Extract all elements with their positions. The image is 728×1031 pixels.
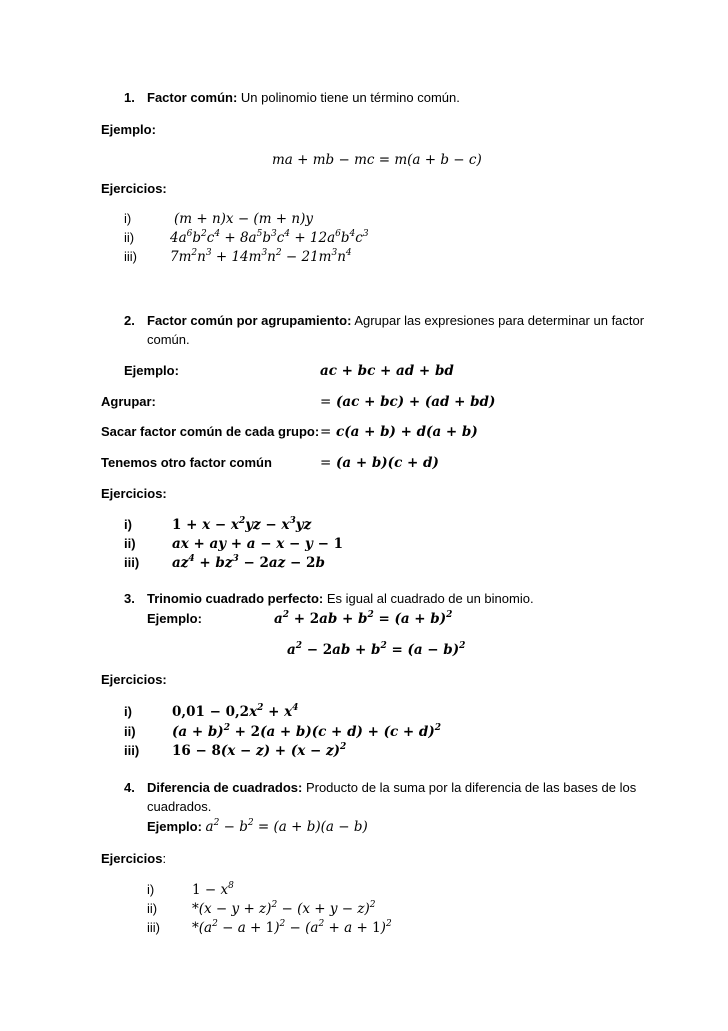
section-2-example: ac + bc + ad + bd [320, 363, 454, 379]
section-1-exercise-1: (m + n)x − (m + n)y [174, 211, 313, 227]
section-4-heading [147, 780, 636, 796]
section-3-heading [147, 591, 534, 607]
section-4-exercises-colon: : [162, 851, 167, 866]
section-4-exercise-2: $*(x - y + z)^2 - (x + y - z)^2$ [192, 900, 376, 917]
section-1-exercise-2: $4a^6b^2c^4 + 8a^5b^3c^4 + 12a^6b^4c^3$ [170, 229, 369, 246]
section-2-exercise-1-number: i) [124, 517, 132, 532]
section-4-exercises-label-row [101, 851, 166, 867]
section-4-number: 4. [124, 780, 135, 795]
section-2-group-label: Agrupar: [101, 394, 156, 409]
section-3-example-label: Ejemplo: [147, 611, 202, 626]
section-2-exercises-label: Ejercicios: [101, 486, 167, 501]
section-3-example-1: $a^2 + 2ab + b^2 = (a + b)^2$ [274, 610, 453, 627]
section-4-exercises-label: Ejercicios [101, 851, 163, 866]
section-1-exercise-3: $7m^2n^3 + 14m^3n^2 - 21m^3n^4$ [170, 248, 352, 265]
section-1-example-label: Ejemplo: [101, 122, 156, 137]
section-1-exercise-3-number: iii) [124, 249, 137, 264]
section-3-exercise-3: $16 - 8(x - z) + (x - z)^2$ [172, 742, 347, 759]
section-1-exercise-2-number: ii) [124, 230, 135, 245]
section-2-group-expression: = (ac + bc) + (ad + bd) [320, 394, 496, 410]
section-4-example-label: Ejemplo: [147, 819, 202, 834]
section-4-title: Diferencia de cuadrados: [147, 780, 303, 795]
section-1-exercise-1-number: i) [124, 211, 132, 226]
section-2-common-factor-expression: = (a + b)(c + d) [320, 455, 439, 471]
section-2-title: Factor común por agrupamiento: [147, 313, 352, 328]
section-2-factor-groups-expression: = c(a + b) + d(a + b) [320, 424, 478, 440]
section-3-exercise-2: $(a + b)^2 + 2(a + b)(c + d) + (c + d)^2$ [172, 723, 442, 740]
section-4-example-row [147, 819, 368, 835]
section-4-example: $a^2 - b^2 = (a + b)(a - b)$ [205, 818, 368, 835]
section-2-heading [147, 313, 644, 329]
section-2-exercise-2-number: ii) [124, 536, 136, 551]
section-4-exercise-1-number: i) [147, 882, 155, 897]
section-2-description-line-2: común. [147, 332, 190, 347]
section-1-number: 1. [124, 90, 135, 105]
section-2-factor-groups-label: Sacar factor común de cada grupo: [101, 424, 320, 439]
section-4-description-line-1: Producto de la suma por la diferencia de las bases de los [305, 780, 637, 795]
section-1-example: ma + mb − mc = m(a + b − c) [272, 152, 482, 168]
section-1-heading [147, 90, 460, 106]
section-3-example-2: $a^2 - 2ab + b^2 = (a - b)^2$ [287, 641, 466, 658]
section-1-title: Factor común: [147, 90, 238, 105]
section-3-exercise-1: $0,01 - 0,2x^2 + x^4$ [172, 703, 299, 720]
section-3-exercise-1-number: i) [124, 704, 132, 719]
section-2-exercise-1: $1 + x - x^2yz - x^3yz$ [172, 516, 312, 533]
section-4-exercise-3: $*(a^2 - a + 1)^2 - (a^2 + a + 1)^2$ [192, 919, 392, 936]
section-2-description-line-1: Agrupar las expresiones para determinar un factor [354, 313, 645, 328]
section-4-exercise-3-number: iii) [147, 920, 160, 935]
section-3-exercise-3-number: iii) [124, 743, 140, 758]
section-1-description: Un polinomio tiene un término común. [240, 90, 460, 105]
section-2-exercise-2: ax + ay + a − x − y − 1 [172, 536, 343, 552]
section-2-exercise-3-number: iii) [124, 555, 140, 570]
section-3-title: Trinomio cuadrado perfecto: [147, 591, 324, 606]
section-4-exercise-1: $1 - x^8$ [192, 881, 234, 898]
section-2-exercise-3: $az^4 + bz^3 - 2az - 2b$ [172, 554, 325, 571]
section-4-exercise-2-number: ii) [147, 901, 158, 916]
section-3-exercises-label: Ejercicios: [101, 672, 167, 687]
section-3-number: 3. [124, 591, 135, 606]
section-1-exercises-label: Ejercicios: [101, 181, 167, 196]
section-2-number: 2. [124, 313, 135, 328]
section-2-common-factor-label: Tenemos otro factor común [101, 455, 272, 470]
section-2-example-label: Ejemplo: [124, 363, 179, 378]
section-4-description-line-2: cuadrados. [147, 799, 212, 814]
section-3-description: Es igual al cuadrado de un binomio. [326, 591, 534, 606]
section-3-exercise-2-number: ii) [124, 724, 136, 739]
